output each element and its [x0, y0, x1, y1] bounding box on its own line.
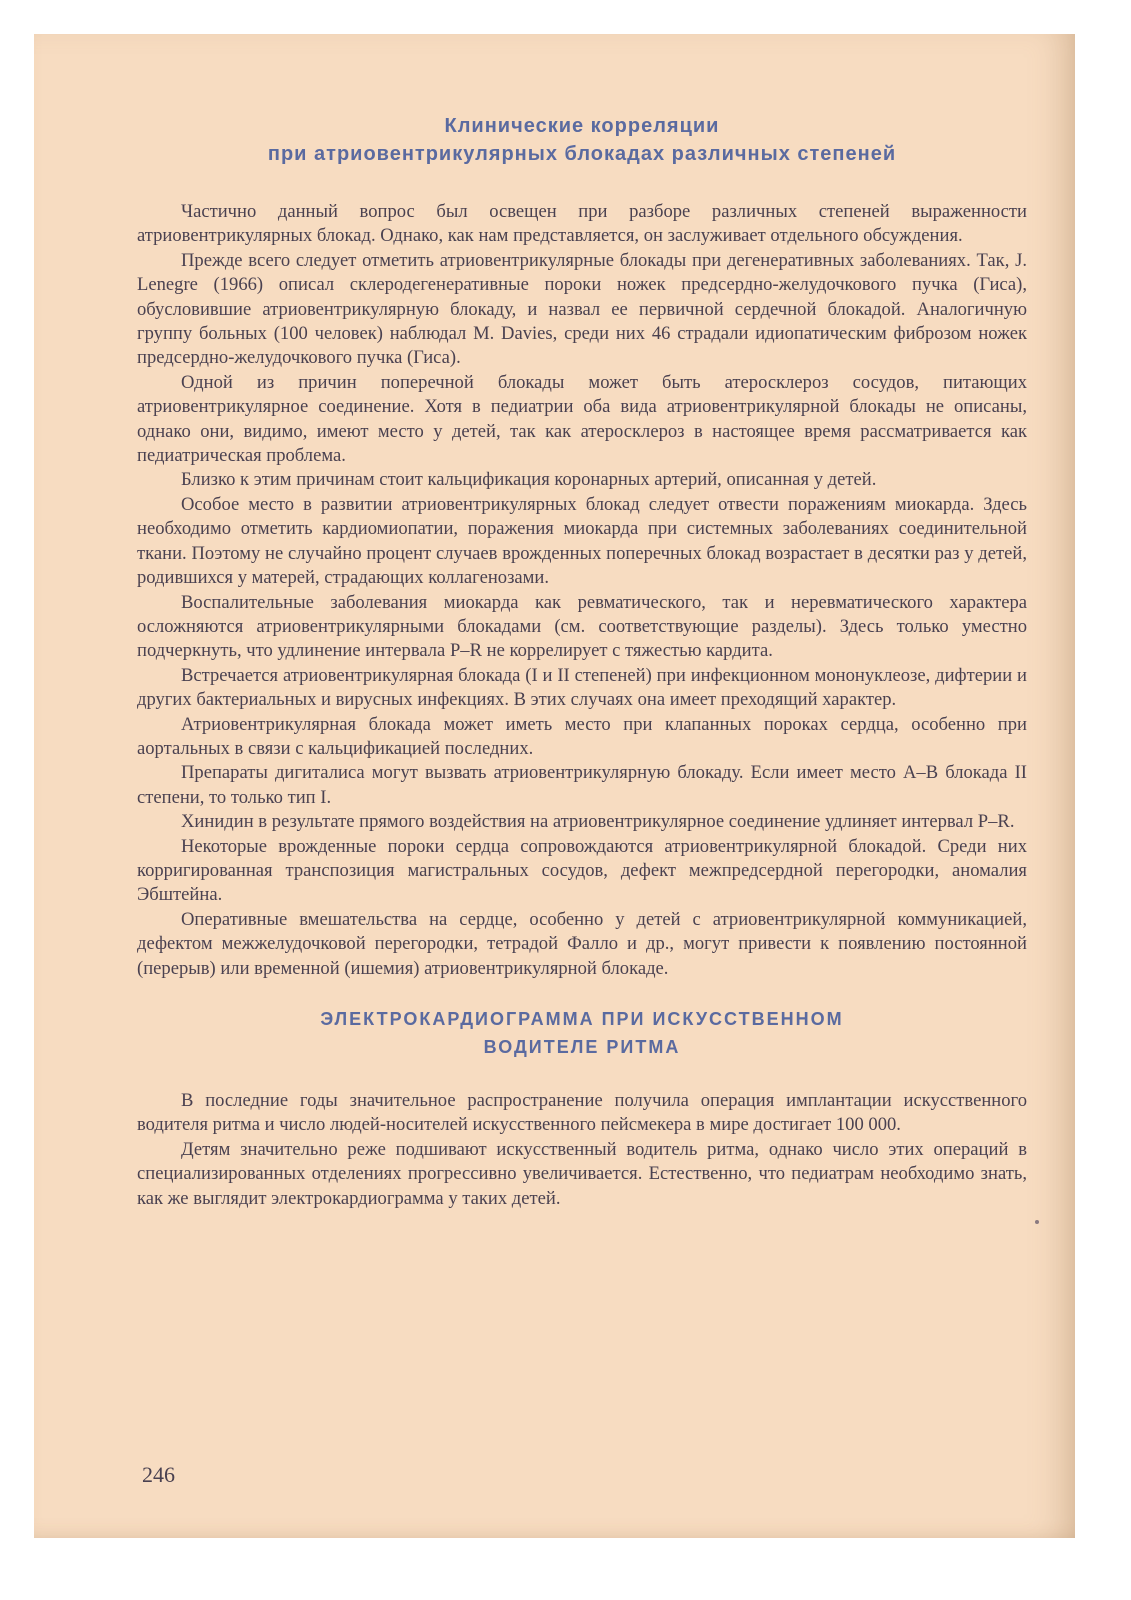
section-title-line: ВОДИТЕЛЕ РИТМА — [483, 1037, 681, 1057]
section-body — [137, 1089, 1027, 1211]
paragraph: Хинидин в результате прямого воздействия на атриовентрикулярное соединение удлиняет интервал P–R. — [181, 811, 1015, 833]
section-title-pacemaker-ecg — [137, 1005, 1027, 1061]
paragraph: Частично данный вопрос был освещен при разборе различных степеней выраженности атриовентрикулярных блокад. Однако, как нам представляется, он заслуживает отдельного обсуждения. — [137, 201, 1027, 247]
paragraph: Детям значительно реже подшивают искусственный водитель ритма, однако число этих операций в специализированных отделениях прогрессивно увеличивается. Естественно, что педиатрам необходимо знать, как же выглядит электрокардиограмма у таких детей. — [137, 1138, 1027, 1209]
section-title-line: Клинические корреляции — [444, 115, 720, 137]
paragraph: Препараты дигиталиса могут вызвать атриовентрикулярную блокаду. Если имеет место A–B блокада II степени, то только тип I. — [137, 762, 1027, 808]
paragraph: Воспалительные заболевания миокарда как ревматического, так и неревматического характера осложняются атриовентрикулярными блокадами (см. соответствующие разделы). Здесь только уместно подчеркнуть, что удлинение интервала P–R не коррелирует с тяжестью кардита. — [137, 591, 1027, 662]
section-title-clinical-correlations — [137, 112, 1027, 168]
section-body — [137, 200, 1027, 981]
paragraph: Некоторые врожденные пороки сердца сопровождаются атриовентрикулярной блокадой. Среди них корригированная транспозиция магистральных сосудов, дефект межпредсердной перегородки, аномалия Эбштейна. — [137, 835, 1027, 906]
scan-speck — [1035, 1220, 1039, 1224]
page-number: 246 — [142, 1462, 175, 1487]
paragraph: Близко к этим причинам стоит кальцификация коронарных артерий, описанная у детей. — [181, 469, 877, 491]
paragraph: Прежде всего следует отметить атриовентрикулярные блокады при дегенеративных заболеваниях. Так, J. Lenegre (1966) описал склеродегенеративные пороки ножек предсердно-желудочкового пучка (Гиса), обусловившие атриовентрикулярную блокаду, и назвал ее первичной сердечной блокадой. Аналогичную группу больных (100 человек) наблюдал M. Davies, среди них 46 страдали идиопатическим фиброзом ножек предсердно-желудочкового пучка (Гиса). — [137, 249, 1027, 369]
page-content — [137, 112, 1027, 1211]
paragraph: В последние годы значительное распространение получила операция имплантации искусственного водителя ритма и число людей-носителей искусственного пейсмекера в мире достигает 100 000. — [137, 1090, 1027, 1136]
section-title-line: при атриовентрикулярных блокадах различных степеней — [267, 143, 897, 165]
paragraph: Атриовентрикулярная блокада может иметь место при клапанных пороках сердца, особенно при аортальных в связи с кальцификацией последних. — [137, 713, 1027, 759]
paragraph: Одной из причин поперечной блокады может быть атеросклероз сосудов, питающих атриовентрикулярное соединение. Хотя в педиатрии оба вида атриовентрикулярной блокады не описаны, однако они, видимо, имеют место у детей, так как атеросклероз в настоящее время рассматривается как педиатрическая проблема. — [137, 371, 1027, 467]
paragraph: Оперативные вмешательства на сердце, особенно у детей с атриовентрикулярной коммуникацией, дефектом межжелудочковой перегородки, тетрадой Фалло и др., могут привести к появлению постоянной (перерыв) или временной (ишемия) атриовентрикулярной блокаде. — [137, 908, 1027, 979]
paragraph: Встречается атриовентрикулярная блокада (I и II степеней) при инфекционном мононуклеозе, дифтерии и других бактериальных и вирусных инфекциях. В этих случаях она имеет преходящий характер. — [137, 664, 1027, 711]
paragraph: Особое место в развитии атриовентрикулярных блокад следует отвести поражениям миокарда. Здесь необходимо отметить кардиомиопатии, поражения миокарда при системных заболеваниях соединительной ткани. Поэтому не случайно процент случаев врожденных поперечных блокад возрастает в десятки раз у детей, родившихся у матерей, страдающих коллагенозами. — [137, 493, 1027, 589]
section-title-line: ЭЛЕКТРОКАРДИОГРАММА ПРИ ИСКУССТВЕННОМ — [320, 1009, 844, 1029]
book-page — [34, 34, 1075, 1538]
